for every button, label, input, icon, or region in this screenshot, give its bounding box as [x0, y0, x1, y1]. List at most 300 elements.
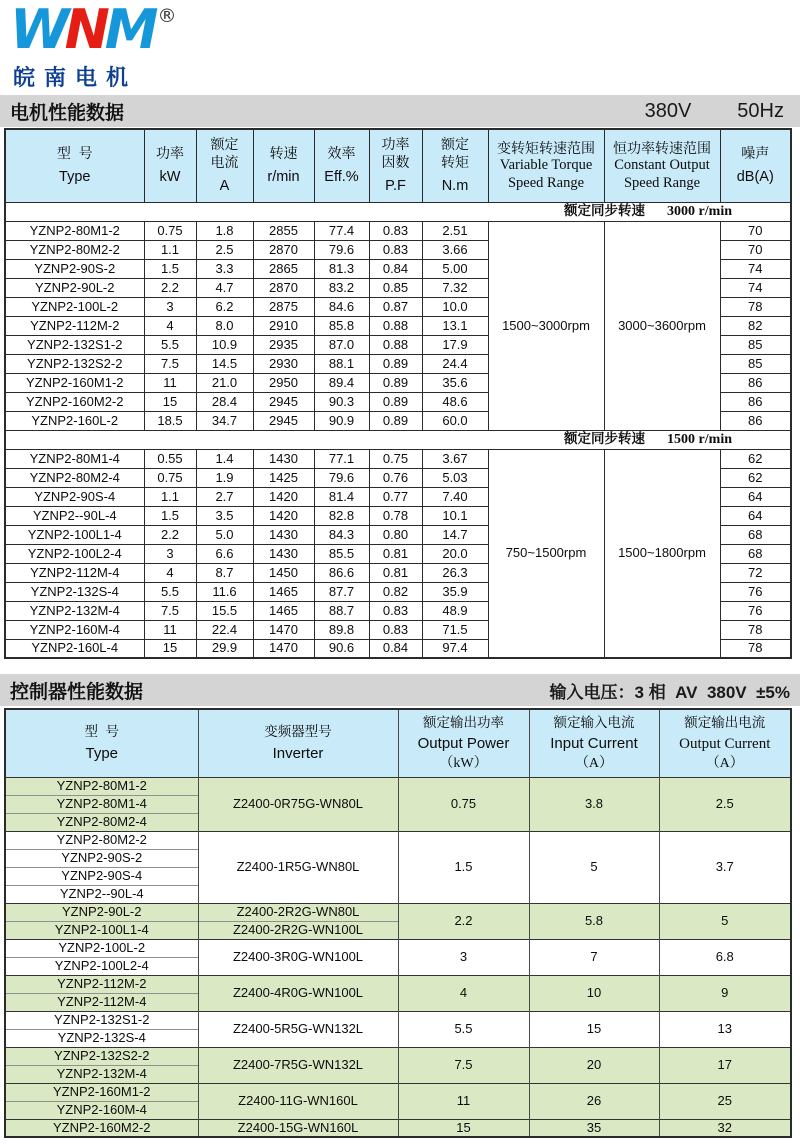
- noise-cell: 86: [720, 411, 791, 430]
- supply-rating: [645, 100, 790, 123]
- efficiency-cell: 85.8: [314, 316, 369, 335]
- registered-trademark-icon: ®: [157, 5, 177, 27]
- torque-cell: 24.4: [422, 354, 488, 373]
- model-cell: YZNP2-132S1-2: [5, 335, 144, 354]
- model-cell: YZNP2-80M2-2: [5, 240, 144, 259]
- output-current-cell: 2.5: [659, 777, 791, 831]
- torque-cell: 48.6: [422, 392, 488, 411]
- subtitle-label: 额定同步转速: [564, 430, 646, 446]
- efficiency-cell: 81.3: [314, 259, 369, 278]
- model-cell: YZNP2-132S-4: [5, 1029, 198, 1047]
- speed-cell: 2855: [253, 221, 314, 240]
- column-header: [604, 129, 720, 202]
- column-header: [398, 709, 529, 777]
- power-factor-cell: 0.89: [369, 373, 422, 392]
- power-kw-cell: 18.5: [144, 411, 196, 430]
- efficiency-cell: 87.0: [314, 335, 369, 354]
- power-factor-cell: 0.75: [369, 449, 422, 468]
- power-factor-cell: 0.83: [369, 240, 422, 259]
- subtitle-value: 1500 r/min: [667, 431, 732, 447]
- noise-cell: 82: [720, 316, 791, 335]
- noise-cell: 64: [720, 506, 791, 525]
- header-unit: （A）: [705, 756, 744, 772]
- power-kw-cell: 4: [144, 316, 196, 335]
- header-zh: 型 号: [56, 144, 93, 161]
- efficiency-cell: 85.5: [314, 544, 369, 563]
- noise-cell: 74: [720, 278, 791, 297]
- column-header: [422, 129, 488, 202]
- speed-subtitle-cell: [5, 202, 791, 221]
- column-header: [369, 129, 422, 202]
- power-factor-cell: 0.89: [369, 411, 422, 430]
- power-kw-cell: 15: [144, 392, 196, 411]
- speed-cell: 1470: [253, 620, 314, 639]
- motor-row: [5, 449, 791, 468]
- efficiency-cell: 77.4: [314, 221, 369, 240]
- header-en: r/min: [267, 169, 300, 186]
- efficiency-cell: 86.6: [314, 563, 369, 582]
- header-zh: 型 号: [84, 724, 119, 740]
- model-cell: YZNP2-160L-4: [5, 639, 144, 658]
- model-cell: YZNP2-80M1-2: [5, 221, 144, 240]
- speed-cell: 2910: [253, 316, 314, 335]
- model-cell: YZNP2-90S-4: [5, 867, 198, 885]
- noise-cell: 70: [720, 221, 791, 240]
- speed-cell: 1465: [253, 582, 314, 601]
- header-zh: 功率: [381, 136, 410, 153]
- torque-cell: 5.03: [422, 468, 488, 487]
- input-current-cell: 7: [529, 939, 659, 975]
- wnm-logotype: [10, 2, 177, 59]
- model-cell: YZNP2-112M-2: [5, 316, 144, 335]
- noise-cell: 72: [720, 563, 791, 582]
- header-zh: 效率: [327, 144, 356, 161]
- header-en: Eff.%: [324, 169, 359, 186]
- header-zh: 额定输入电流: [553, 714, 635, 730]
- model-cell: YZNP2-80M2-2: [5, 831, 198, 849]
- output-current-cell: 9: [659, 975, 791, 1011]
- header-zh: 变频器型号: [264, 724, 332, 740]
- header-zh: 功率: [156, 144, 184, 161]
- power-kw-cell: 0.75: [144, 221, 196, 240]
- model-cell: YZNP2-90L-2: [5, 903, 198, 921]
- header-en: Constant Output: [614, 157, 710, 174]
- speed-cell: 1470: [253, 639, 314, 658]
- torque-cell: 10.0: [422, 297, 488, 316]
- efficiency-cell: 89.8: [314, 620, 369, 639]
- speed-cell: 1430: [253, 544, 314, 563]
- input-current-cell: 15: [529, 1011, 659, 1047]
- header-zh: 转矩: [441, 153, 469, 170]
- power-factor-cell: 0.88: [369, 316, 422, 335]
- efficiency-cell: 79.6: [314, 240, 369, 259]
- power-factor-cell: 0.83: [369, 221, 422, 240]
- header-zh: 额定: [210, 136, 239, 153]
- header-unit: （kW）: [439, 756, 488, 772]
- torque-cell: 97.4: [422, 639, 488, 658]
- speed-cell: 1420: [253, 487, 314, 506]
- input-current-cell: 5.8: [529, 903, 659, 939]
- controller-row: [5, 903, 791, 921]
- noise-cell: 86: [720, 373, 791, 392]
- header-unit: （A）: [574, 756, 614, 772]
- output-power-cell: 3: [398, 939, 529, 975]
- model-cell: YZNP2-132S2-2: [5, 354, 144, 373]
- header-en: Type: [85, 745, 119, 763]
- noise-cell: 85: [720, 335, 791, 354]
- rated-current-cell: 6.6: [196, 544, 253, 563]
- efficiency-cell: 88.1: [314, 354, 369, 373]
- rated-current-cell: 6.2: [196, 297, 253, 316]
- header-en: N.m: [441, 178, 469, 195]
- torque-cell: 7.40: [422, 487, 488, 506]
- logo-letter-n: N: [64, 0, 105, 61]
- output-power-cell: 7.5: [398, 1047, 529, 1083]
- model-cell: YZNP2-90S-4: [5, 487, 144, 506]
- inverter-cell: Z2400-3R0G-WN100L: [198, 939, 398, 975]
- input-current-cell: 35: [529, 1119, 659, 1137]
- output-current-cell: 5: [659, 903, 791, 939]
- speed-cell: 1465: [253, 601, 314, 620]
- speed-cell: 1420: [253, 506, 314, 525]
- motor-section-bar: [0, 95, 800, 127]
- column-header: [720, 129, 791, 202]
- header-en: Output Power: [417, 735, 510, 753]
- model-cell: YZNP2-100L2-4: [5, 957, 198, 975]
- input-current-cell: 26: [529, 1083, 659, 1119]
- power-factor-cell: 0.84: [369, 639, 422, 658]
- column-header: [198, 709, 398, 777]
- power-factor-cell: 0.82: [369, 582, 422, 601]
- output-current-cell: 13: [659, 1011, 791, 1047]
- efficiency-cell: 79.6: [314, 468, 369, 487]
- speed-cell: 1430: [253, 449, 314, 468]
- model-cell: YZNP2-90S-2: [5, 849, 198, 867]
- torque-cell: 26.3: [422, 563, 488, 582]
- efficiency-cell: 88.7: [314, 601, 369, 620]
- model-cell: YZNP2-100L2-4: [5, 544, 144, 563]
- inverter-cell: Z2400-5R5G-WN132L: [198, 1011, 398, 1047]
- model-cell: YZNP2-160M-4: [5, 1101, 198, 1119]
- power-factor-cell: 0.76: [369, 468, 422, 487]
- output-power-cell: 11: [398, 1083, 529, 1119]
- column-header: [253, 129, 314, 202]
- power-kw-cell: 5.5: [144, 582, 196, 601]
- inverter-cell: Z2400-2R2G-WN100L: [198, 921, 398, 939]
- header-zh: 电流: [210, 153, 239, 170]
- noise-cell: 78: [720, 297, 791, 316]
- rated-current-cell: 1.4: [196, 449, 253, 468]
- rated-current-cell: 22.4: [196, 620, 253, 639]
- model-cell: YZNP2-160M-4: [5, 620, 144, 639]
- output-power-cell: 1.5: [398, 831, 529, 903]
- input-voltage-label: 输入电压：3 相 AV 380V ±5%: [549, 682, 790, 702]
- torque-cell: 14.7: [422, 525, 488, 544]
- speed-subtitle-cell: [5, 430, 791, 449]
- column-header: [488, 129, 604, 202]
- efficiency-cell: 77.1: [314, 449, 369, 468]
- torque-cell: 5.00: [422, 259, 488, 278]
- controller-row: [5, 1011, 791, 1029]
- noise-cell: 62: [720, 449, 791, 468]
- model-cell: YZNP2--90L-4: [5, 506, 144, 525]
- speed-cell: 1430: [253, 525, 314, 544]
- power-kw-cell: 1.1: [144, 240, 196, 259]
- efficiency-cell: 84.6: [314, 297, 369, 316]
- motor-performance-table: [4, 128, 792, 659]
- noise-cell: 64: [720, 487, 791, 506]
- brand-logo: [10, 2, 177, 92]
- input-current-cell: 10: [529, 975, 659, 1011]
- speed-cell: 1450: [253, 563, 314, 582]
- power-kw-cell: 11: [144, 373, 196, 392]
- power-kw-cell: 15: [144, 639, 196, 658]
- model-cell: YZNP2-100L1-4: [5, 525, 144, 544]
- model-cell: YZNP2-90L-2: [5, 278, 144, 297]
- header-zh: 因数: [381, 153, 410, 170]
- header-zh: 额定输出功率: [423, 714, 504, 730]
- torque-cell: 60.0: [422, 411, 488, 430]
- model-cell: YZNP2-100L-2: [5, 939, 198, 957]
- efficiency-cell: 89.4: [314, 373, 369, 392]
- power-factor-cell: 0.83: [369, 601, 422, 620]
- torque-cell: 35.9: [422, 582, 488, 601]
- efficiency-cell: 90.3: [314, 392, 369, 411]
- model-cell: YZNP2-132M-4: [5, 601, 144, 620]
- noise-cell: 78: [720, 639, 791, 658]
- noise-cell: 78: [720, 620, 791, 639]
- rated-current-cell: 8.0: [196, 316, 253, 335]
- controller-row: [5, 975, 791, 993]
- model-cell: YZNP2-80M1-2: [5, 777, 198, 795]
- noise-cell: 70: [720, 240, 791, 259]
- speed-cell: 2950: [253, 373, 314, 392]
- rated-current-cell: 29.9: [196, 639, 253, 658]
- torque-cell: 17.9: [422, 335, 488, 354]
- torque-cell: 7.32: [422, 278, 488, 297]
- header-en: Inverter: [272, 745, 324, 763]
- model-cell: YZNP2-100L-2: [5, 297, 144, 316]
- model-cell: YZNP2-132M-4: [5, 1065, 198, 1083]
- controller-row: [5, 1083, 791, 1101]
- rated-current-cell: 34.7: [196, 411, 253, 430]
- output-power-cell: 4: [398, 975, 529, 1011]
- speed-subtitle-row: [5, 430, 791, 449]
- controller-row: [5, 1047, 791, 1065]
- speed-cell: 1425: [253, 468, 314, 487]
- rated-current-cell: 21.0: [196, 373, 253, 392]
- model-cell: YZNP2-112M-4: [5, 993, 198, 1011]
- input-current-cell: 20: [529, 1047, 659, 1083]
- company-name: 皖南电机: [13, 64, 138, 90]
- header-zh: 变转矩转速范围: [497, 139, 595, 156]
- power-factor-cell: 0.89: [369, 392, 422, 411]
- noise-cell: 68: [720, 544, 791, 563]
- rated-current-cell: 8.7: [196, 563, 253, 582]
- header-en: kW: [159, 169, 181, 186]
- rated-current-cell: 1.9: [196, 468, 253, 487]
- power-factor-cell: 0.88: [369, 335, 422, 354]
- power-kw-cell: 7.5: [144, 601, 196, 620]
- header-en: Variable Torque: [499, 157, 593, 174]
- model-cell: YZNP2-80M1-4: [5, 795, 198, 813]
- noise-cell: 74: [720, 259, 791, 278]
- power-factor-cell: 0.83: [369, 620, 422, 639]
- output-current-cell: 32: [659, 1119, 791, 1137]
- speed-subtitle-row: [5, 202, 791, 221]
- controller-row: [5, 777, 791, 795]
- power-factor-cell: 0.84: [369, 259, 422, 278]
- column-header: [144, 129, 196, 202]
- column-header: [659, 709, 791, 777]
- column-header: [196, 129, 253, 202]
- power-kw-cell: 1.1: [144, 487, 196, 506]
- speed-cell: 2935: [253, 335, 314, 354]
- header-row: [5, 709, 791, 777]
- model-cell: YZNP2--90L-4: [5, 885, 198, 903]
- inverter-cell: Z2400-15G-WN160L: [198, 1119, 398, 1137]
- power-factor-cell: 0.78: [369, 506, 422, 525]
- torque-cell: 3.67: [422, 449, 488, 468]
- power-kw-cell: 5.5: [144, 335, 196, 354]
- efficiency-cell: 87.7: [314, 582, 369, 601]
- torque-cell: 10.1: [422, 506, 488, 525]
- header-zh: 恒功率转速范围: [613, 139, 711, 156]
- inverter-cell: Z2400-1R5G-WN80L: [198, 831, 398, 903]
- controller-row: [5, 1119, 791, 1137]
- header-zh: 转速: [269, 144, 298, 161]
- controller-row: [5, 831, 791, 849]
- inverter-cell: Z2400-2R2G-WN80L: [198, 903, 398, 921]
- controller-section-bar: [0, 674, 800, 706]
- header-en: Speed Range: [623, 174, 701, 191]
- output-current-cell: 25: [659, 1083, 791, 1119]
- header-zh: 额定输出电流: [684, 714, 766, 730]
- output-power-cell: 2.2: [398, 903, 529, 939]
- header-en: dB(A): [736, 169, 774, 186]
- output-current-cell: 17: [659, 1047, 791, 1083]
- speed-cell: 2945: [253, 392, 314, 411]
- logo-letter-w: W: [10, 0, 65, 61]
- inverter-cell: Z2400-11G-WN160L: [198, 1083, 398, 1119]
- model-cell: YZNP2-160M1-2: [5, 373, 144, 392]
- header-en: Input Current: [550, 735, 638, 753]
- torque-cell: 48.9: [422, 601, 488, 620]
- header-en: Type: [59, 169, 91, 186]
- power-kw-cell: 1.5: [144, 259, 196, 278]
- rated-current-cell: 28.4: [196, 392, 253, 411]
- motor-row: [5, 221, 791, 240]
- inverter-cell: Z2400-7R5G-WN132L: [198, 1047, 398, 1083]
- rated-current-cell: 10.9: [196, 335, 253, 354]
- power-kw-cell: 7.5: [144, 354, 196, 373]
- noise-cell: 76: [720, 582, 791, 601]
- speed-cell: 2930: [253, 354, 314, 373]
- power-factor-cell: 0.87: [369, 297, 422, 316]
- speed-cell: 2870: [253, 278, 314, 297]
- model-cell: YZNP2-132S2-2: [5, 1047, 198, 1065]
- model-cell: YZNP2-90S-2: [5, 259, 144, 278]
- column-header: [529, 709, 659, 777]
- subtitle-label: 额定同步转速: [564, 202, 646, 218]
- rated-current-cell: 3.5: [196, 506, 253, 525]
- rated-current-cell: 1.8: [196, 221, 253, 240]
- power-kw-cell: 0.55: [144, 449, 196, 468]
- power-kw-cell: 11: [144, 620, 196, 639]
- rated-current-cell: 15.5: [196, 601, 253, 620]
- output-current-cell: 6.8: [659, 939, 791, 975]
- efficiency-cell: 90.9: [314, 411, 369, 430]
- input-current-cell: 3.8: [529, 777, 659, 831]
- efficiency-cell: 81.4: [314, 487, 369, 506]
- efficiency-cell: 84.3: [314, 525, 369, 544]
- power-kw-cell: 3: [144, 297, 196, 316]
- rated-current-cell: 11.6: [196, 582, 253, 601]
- power-kw-cell: 2.2: [144, 525, 196, 544]
- header-en: A: [219, 178, 230, 195]
- power-kw-cell: 4: [144, 563, 196, 582]
- power-factor-cell: 0.80: [369, 525, 422, 544]
- output-current-cell: 3.7: [659, 831, 791, 903]
- variable-torque-range-cell: 1500~3000rpm: [488, 221, 604, 430]
- voltage-label: 380V: [644, 99, 692, 122]
- variable-torque-range-cell: 750~1500rpm: [488, 449, 604, 658]
- logo-letter-m: M: [104, 0, 154, 61]
- speed-cell: 2945: [253, 411, 314, 430]
- rated-current-cell: 3.3: [196, 259, 253, 278]
- controller-performance-table: [4, 708, 792, 1138]
- efficiency-cell: 82.8: [314, 506, 369, 525]
- power-factor-cell: 0.85: [369, 278, 422, 297]
- constant-output-range-cell: 1500~1800rpm: [604, 449, 720, 658]
- controller-row: [5, 939, 791, 957]
- header-en: Output Current: [679, 736, 771, 753]
- efficiency-cell: 90.6: [314, 639, 369, 658]
- power-factor-cell: 0.81: [369, 563, 422, 582]
- power-factor-cell: 0.77: [369, 487, 422, 506]
- power-kw-cell: 0.75: [144, 468, 196, 487]
- model-cell: YZNP2-132S1-2: [5, 1011, 198, 1029]
- torque-cell: 3.66: [422, 240, 488, 259]
- noise-cell: 68: [720, 525, 791, 544]
- speed-cell: 2875: [253, 297, 314, 316]
- header-en: P.F: [385, 178, 406, 195]
- controller-section-title: 控制器性能数据: [10, 681, 144, 703]
- speed-cell: 2865: [253, 259, 314, 278]
- power-kw-cell: 2.2: [144, 278, 196, 297]
- model-cell: YZNP2-80M2-4: [5, 468, 144, 487]
- power-kw-cell: 3: [144, 544, 196, 563]
- header-zh: 噪声: [741, 144, 770, 161]
- rated-current-cell: 5.0: [196, 525, 253, 544]
- noise-cell: 62: [720, 468, 791, 487]
- model-cell: YZNP2-112M-4: [5, 563, 144, 582]
- torque-cell: 35.6: [422, 373, 488, 392]
- torque-cell: 20.0: [422, 544, 488, 563]
- column-header: [5, 709, 198, 777]
- rated-current-cell: 4.7: [196, 278, 253, 297]
- frequency-label: 50Hz: [737, 99, 784, 122]
- model-cell: YZNP2-112M-2: [5, 975, 198, 993]
- column-header: [314, 129, 369, 202]
- model-cell: YZNP2-160M1-2: [5, 1083, 198, 1101]
- power-kw-cell: 1.5: [144, 506, 196, 525]
- torque-cell: 71.5: [422, 620, 488, 639]
- column-header: [5, 129, 144, 202]
- model-cell: YZNP2-160M2-2: [5, 392, 144, 411]
- output-power-cell: 15: [398, 1119, 529, 1137]
- header-row: [5, 129, 791, 202]
